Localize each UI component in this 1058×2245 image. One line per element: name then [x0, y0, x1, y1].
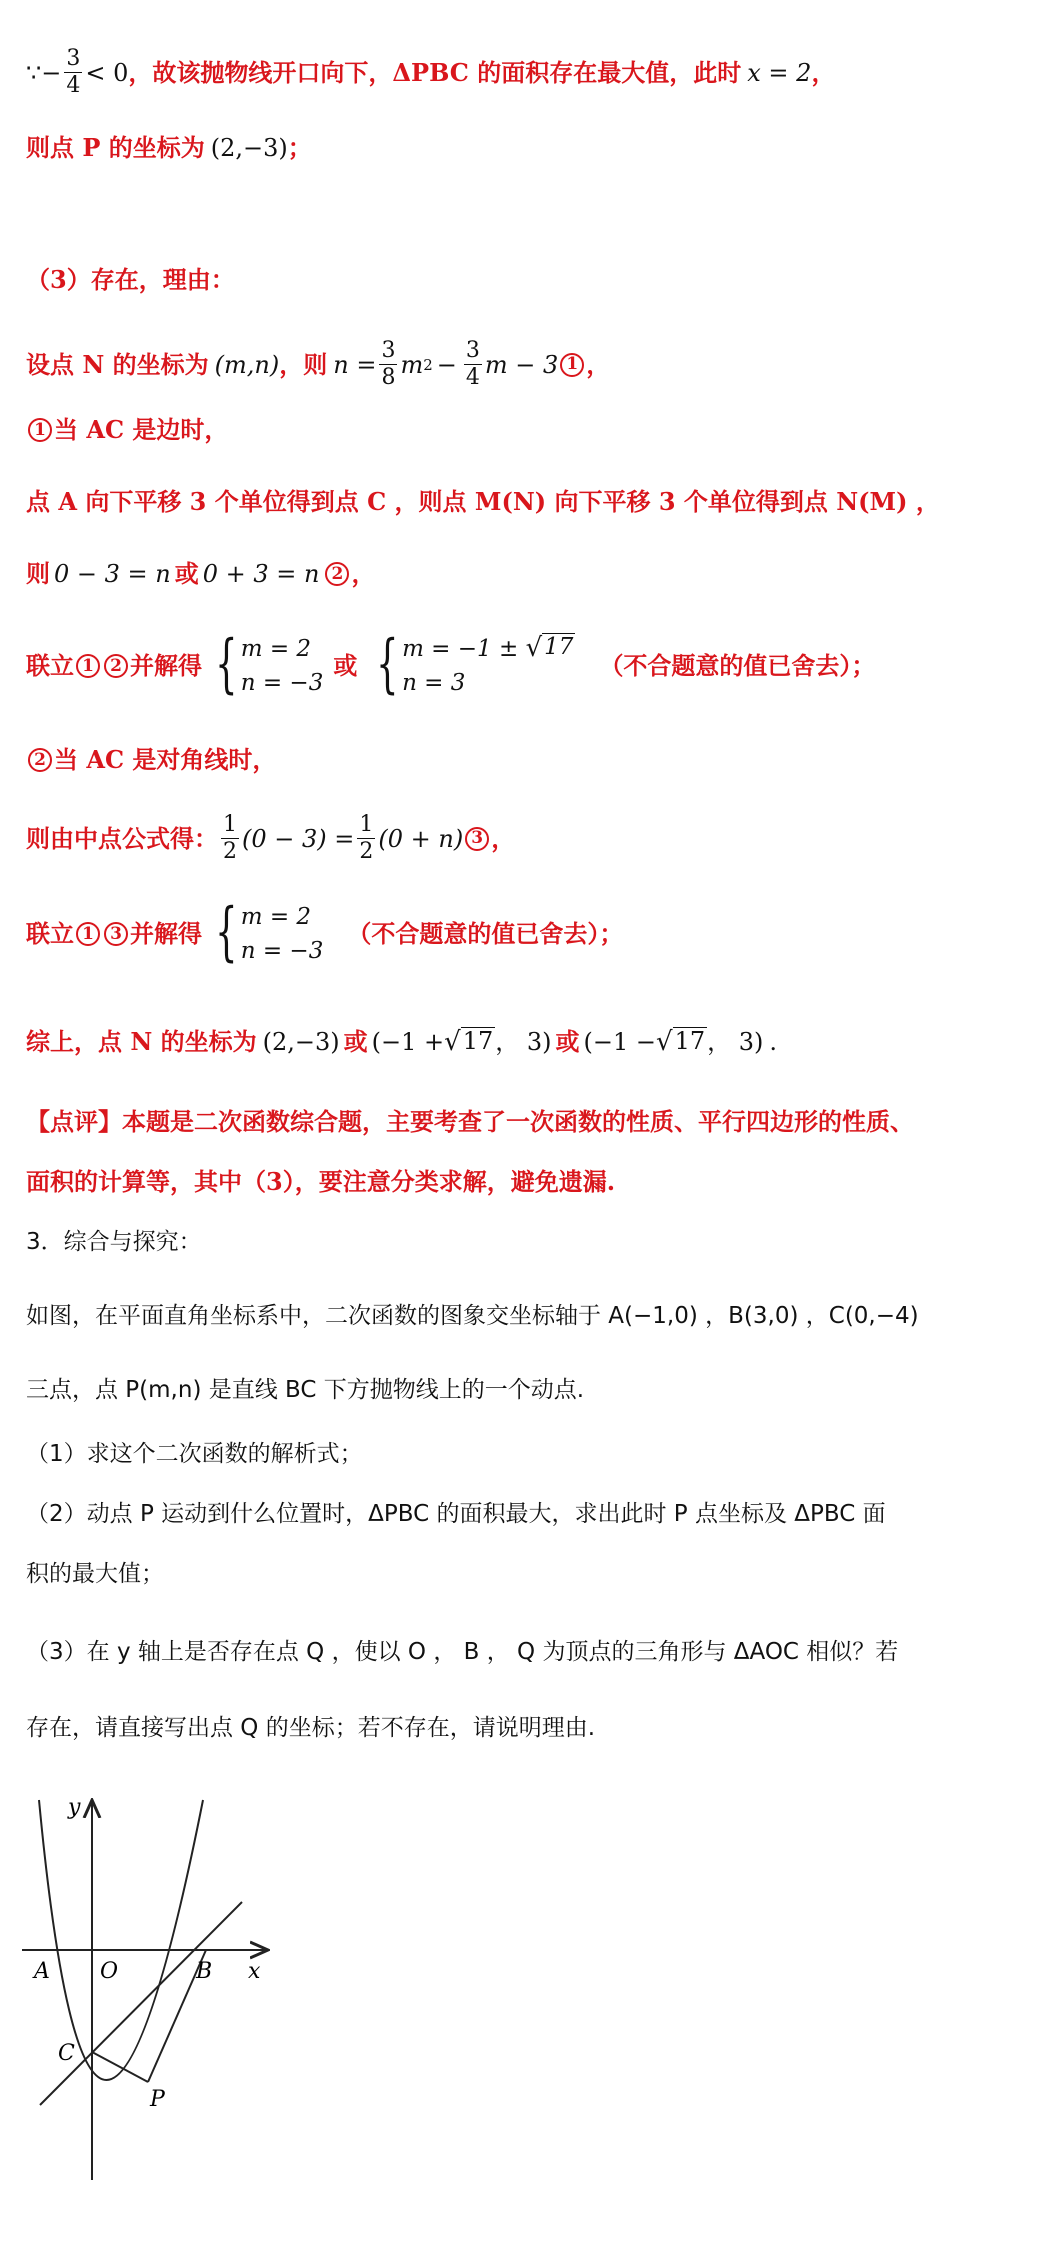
fraction: $\frac{1}{2}$	[359, 812, 374, 864]
x-equals: x = 2	[747, 58, 812, 87]
fraction: $\frac{3}{4}$	[465, 338, 480, 390]
because-symbol: ∵	[26, 58, 42, 87]
line-11: 联立 1 3 并解得 { m = 2 n = −3 （不合题意的值已舍去）；	[26, 895, 624, 969]
fraction: $\frac{1}{2}$	[223, 812, 237, 864]
origin-label: O	[100, 1959, 119, 1984]
line-20: 积的最大值；	[26, 1561, 164, 1587]
comment-text: 【点评】本题是二次函数综合题，主要考查了一次函数的性质、平行四边形的性质、	[26, 1107, 914, 1136]
line-bc	[40, 1902, 242, 2105]
point-a-label: A	[34, 1959, 50, 1984]
line-19: （2）动点 P 运动到什么位置时，ΔPBC 的面积最大，求出此时 P 点坐标及 ΔPBC 面	[26, 1501, 886, 1527]
line-22: 存在，请直接写出点 Q 的坐标；若不存在，请说明理由.	[26, 1715, 596, 1741]
line-1: ∵ − $\frac{3}{4}$ < 0 ，故该抛物线开口向下，ΔPBC 的面积存在最大值，此时 x = 2 ，	[26, 46, 836, 98]
point-b-label: B	[196, 1959, 213, 1984]
line-6: 点 A 向下平移 3 个单位得到点 C ，则点 M(N) 向下平移 3 个单位得到点 N(M) ，	[26, 487, 940, 516]
fraction: $\frac{3}{4}$	[66, 46, 81, 98]
line-1-text: ，故该抛物线开口向下，ΔPBC 的面积存在最大值，此时	[128, 57, 742, 87]
line-9: 2 当 AC 是对角线时，	[26, 742, 276, 778]
line-18: （1）求这个二次函数的解析式；	[26, 1441, 363, 1467]
system-of-equations: { m = −1 ± √ 17 n = 3	[376, 627, 574, 701]
line-2: 则点 P 的坐标为 (2,−3) ；	[26, 130, 312, 166]
parabola-curve	[39, 1800, 203, 2080]
circled-number: 1	[560, 353, 584, 377]
line-5: 1 当 AC 是边时，	[26, 412, 228, 448]
line-15	[26, 1224, 202, 1260]
line-13	[26, 1104, 914, 1140]
circled-number: 3	[104, 922, 128, 946]
system-of-equations: { m = 2 n = −3	[215, 895, 324, 969]
circled-number: 3	[465, 827, 489, 851]
line-12: 综上，点 N 的坐标为 (2,−3) 或 (−1 + √ 17 ， 3) 或 (−1 − √ 17 ， 3) .	[26, 1027, 778, 1057]
line-10: 则由中点公式得： $\frac{1}{2}$ (0 − 3) = $\frac{1}{2}$ (0 + n) 3 ，	[26, 812, 516, 864]
line-21: （3）在 y 轴上是否存在点 Q ，使以 O ， B ， Q 为顶点的三角形与 ΔAOC 相似？若	[26, 1639, 899, 1665]
line-16: 如图，在平面直角坐标系中，二次函数的图象交坐标轴于 A(−1,0) ，B(3,0) ，C(0,−4)	[26, 1303, 919, 1329]
x-axis-label: x	[248, 1959, 261, 1984]
point-p-label: P	[150, 2087, 165, 2112]
section-heading: （3）存在，理由：	[26, 265, 235, 294]
problem-heading: 3．综合与探究：	[26, 1229, 202, 1255]
circled-number: 1	[28, 418, 52, 442]
y-axis-label: y	[68, 1795, 81, 1820]
inequality: < 0	[85, 58, 129, 87]
point-coord: (2,−3)	[210, 134, 288, 162]
line-14: 面积的计算等，其中（3），要注意分类求解，避免遗漏.	[26, 1167, 616, 1196]
circled-number: 2	[325, 562, 349, 586]
line-8: 联立 1 2 并解得 { m = 2 n = −3 或 { m = −1 ± √ 17 n = 3 （不合题意的值已舍去）；	[26, 627, 876, 701]
line-3	[26, 262, 235, 298]
circled-number: 2	[104, 654, 128, 678]
line-7: 则 0 − 3 = n 或 0 + 3 = n 2 ，	[26, 559, 376, 588]
circled-number: 2	[28, 748, 52, 772]
line-17: 三点，点 P(m,n) 是直线 BC 下方抛物线上的一个动点.	[26, 1377, 585, 1403]
parabola-figure	[20, 1790, 280, 2190]
fraction: $\frac{3}{8}$	[381, 338, 396, 390]
circled-number: 1	[76, 922, 100, 946]
circled-number: 1	[76, 654, 100, 678]
system-of-equations: { m = 2 n = −3	[215, 627, 324, 701]
point-c-label: C	[58, 2041, 75, 2066]
line-4: 设点 N 的坐标为 (m,n) ，则 n = $\frac{3}{8}$ m 2 − $\frac{3}{4}$ m − 3 1 ，	[26, 338, 611, 390]
